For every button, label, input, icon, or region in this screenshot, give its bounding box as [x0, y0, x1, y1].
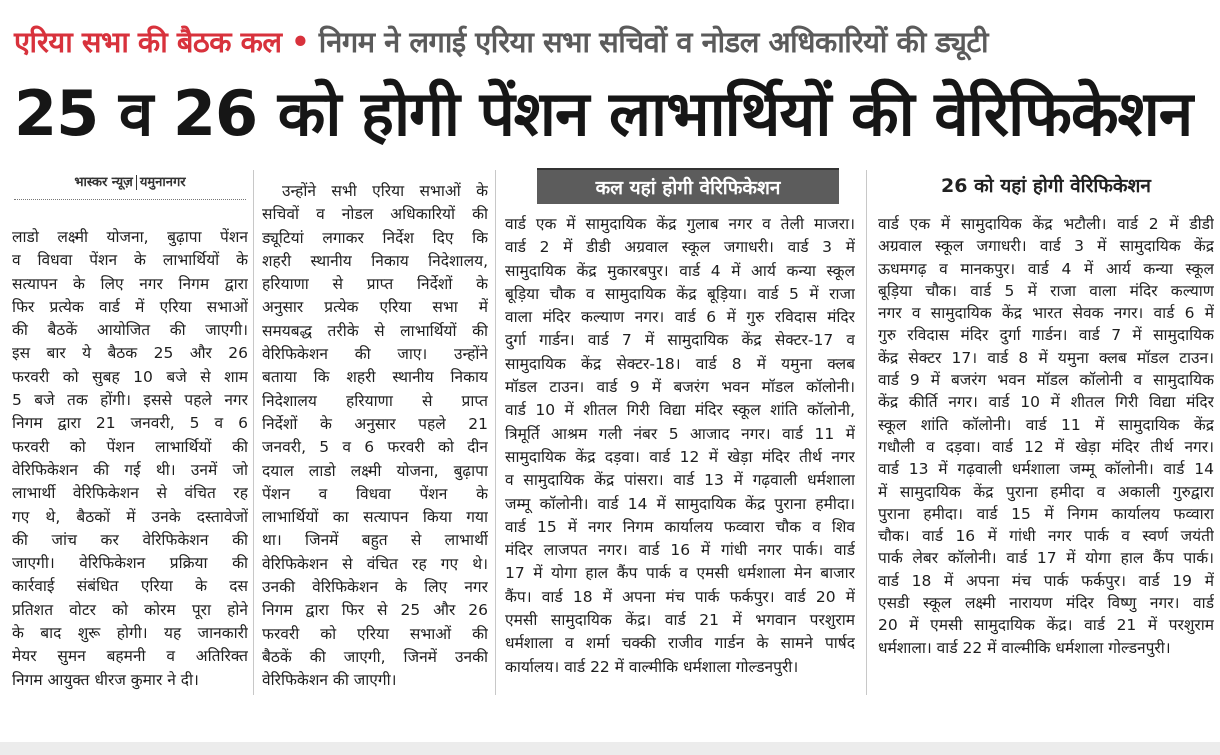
text-line: कार्यालय। वार्ड 22 में वाल्मीकि धर्मशाला गोल्डनपुरी।	[505, 657, 799, 676]
text-line: पार्क लेबर कॉलोनी। वार्ड 17 में योगा हाल कैंप पार्क।	[878, 549, 1214, 568]
text-line: था। जिनमें बहुत से लाभार्थी	[262, 531, 488, 550]
text-line: सामुदायिक केंद्र सेक्टर-18। वार्ड 8 में यमुना क्लब	[505, 354, 855, 373]
text-line: वेरिफिकेशन से वंचित रह गए थे।	[262, 554, 488, 573]
text-line: प्रतिशत वोटर को कोरम पूरा होने	[12, 600, 248, 619]
column-divider	[495, 170, 496, 695]
text-line: जाएगी। वेरिफिकेशन प्रक्रिया की	[12, 554, 248, 573]
kicker-red-text: एरिया सभा की बैठक कल •	[14, 25, 310, 59]
kicker-gray-text: निगम ने लगाई एरिया सभा सचिवों व नोडल अधिकारियों की ड्यूटी	[318, 25, 989, 59]
text-line: हरियाणा से प्राप्त निर्देशों के	[262, 275, 488, 294]
article-column-2	[262, 180, 488, 693]
text-line: सामुदायिक केंद्र मुकारबपुर। वार्ड 4 में आर्य कन्या स्कूल	[505, 261, 855, 280]
tomorrow-venues-heading: कल यहां होगी वेरिफिकेशन	[537, 168, 839, 204]
text-line: एसडी स्कूल लक्ष्मी नारायण मंदिर विष्णु नगर। वार्ड	[878, 594, 1214, 613]
text-line: की जांच कर वेरिफिकेशन की	[12, 530, 248, 549]
text-line: समयबद्ध तरीके से लाभार्थियों की	[262, 321, 488, 340]
text-line: धर्मशाला। वार्ड 22 में वाल्मीकि धर्मशाला गोल्डनपुरी।	[878, 638, 1171, 657]
text-line: वाला मंदिर कल्याण नगर। वार्ड 6 में गुरु रविदास मंदिर	[505, 308, 855, 327]
tomorrow-venues-list	[505, 213, 855, 679]
headline: 25 व 26 को होगी पेंशन लाभार्थियों की वेरिफिकेशन	[14, 77, 1193, 150]
byline	[12, 172, 248, 190]
text-line: चौक। वार्ड 16 में गांधी नगर पार्क व स्वर्ण जयंती	[878, 527, 1214, 546]
text-line: व विधवा पेंशन के लाभार्थियों के	[12, 251, 248, 270]
text-line: एमसी सामुदायिक केंद्र। वार्ड 21 में भगवान परशुराम	[505, 611, 855, 630]
text-line: निर्देशों के अनुसार पहले 21	[262, 414, 488, 433]
text-line: निगम द्वारा फिर से 25 और 26	[262, 601, 488, 620]
text-line: पुराना हमीदा। वार्ड 15 में निगम कार्यालय फव्वारा	[878, 504, 1214, 523]
text-line: ऊधमगढ़ व मानकपुर। वार्ड 4 में आर्य कन्या स्कूल	[878, 259, 1214, 278]
text-line: निगम आयुक्त धीरज कुमार ने दी।	[12, 670, 199, 689]
text-line: फरवरी को सुबह 10 बजे से शाम	[12, 367, 248, 386]
text-line: वार्ड 2 में डीडी अग्रवाल स्कूल जगाधरी। वार्ड 3 में	[505, 238, 855, 257]
text-line: पेंशन व विधवा पेंशन के	[262, 484, 488, 503]
text-line: वार्ड 9 में बजरंग भवन मॉडल कॉलोनी व सामुदायिक	[878, 371, 1214, 390]
text-line: त्रिमूर्ति आश्रम गली नंबर 5 आजाद नगर। वार्ड 11 में	[505, 424, 855, 443]
text-line: स्कूल शांति कॉलोनी। वार्ड 11 में सामुदायिक केंद्र	[878, 415, 1214, 434]
text-line: इस बार ये बैठक 25 और 26	[12, 344, 248, 363]
text-line: बूड़िया चौक। वार्ड 5 में राजा वाला मंदिर कल्याण	[878, 281, 1214, 300]
text-line: मेयर सुमन बहमनी व अतिरिक्त	[12, 647, 248, 666]
text-line: कार्रवाई संबंधित एरिया के दस	[12, 577, 248, 596]
text-line: गुरु रविदास मंदिर दुर्गा गार्डन। वार्ड 7 में सामुदायिक	[878, 326, 1214, 345]
byline-separator	[136, 175, 137, 190]
text-line: धर्मशाला व शर्मा चक्की राजीव गार्डन के सामने पार्षद	[505, 634, 855, 653]
page-footer-strip	[0, 742, 1220, 755]
text-line: बूड़िया चौक व सामुदायिक केंद्र बूड़िया। वार्ड 5 में राजा	[505, 284, 855, 303]
day26-venues-heading: 26 को यहां होगी वेरिफिकेशन	[941, 175, 1151, 197]
text-line: मॉडल टाउन। वार्ड 9 में बजरंग भवन मॉडल कॉलोनी।	[505, 378, 855, 397]
text-line: केंद्र कीर्ति नगर। वार्ड 10 में शीतल गिरी विद्या मंदिर	[878, 393, 1214, 412]
text-line: व सामुदायिक केंद्र पांसरा। वार्ड 13 में गढ़वाली धर्मशाला	[505, 471, 855, 490]
text-line: 17 में योगा हाल कैंप पार्क व एमसी धर्मशाला मेन बाजार	[505, 564, 855, 583]
text-line: 20 में एमसी सामुदायिक केंद्र। वार्ड 21 में परशुराम	[878, 616, 1214, 635]
text-line: अनुसार प्रत्येक एरिया सभा में	[262, 298, 488, 317]
text-line: फरवरी को पेंशन लाभार्थियों की	[12, 437, 248, 456]
text-line: की बैठकें आयोजित की जाएगी।	[12, 321, 248, 340]
text-line: सामुदायिक केंद्र दड़वा। वार्ड 12 में खेड़ा मंदिर तीर्थ नगर	[505, 447, 855, 466]
article-column-1	[12, 226, 248, 692]
text-line: वार्ड 10 में शीतल गिरी विद्या मंदिर स्कूल शांति कॉलोनी,	[505, 401, 855, 420]
text-line: दयाल लाडो लक्ष्मी योजना, बुढ़ापा	[262, 461, 488, 480]
text-line: उन्होंने सभी एरिया सभाओं के	[282, 182, 488, 200]
byline-place: यमुनानगर	[139, 175, 186, 190]
text-line: वेरिफिकेशन की जाएगी।	[262, 671, 397, 690]
text-line: वार्ड एक में सामुदायिक केंद्र गुलाब नगर व तेली माजरा।	[505, 215, 855, 233]
text-line: गए थे, बैठकों में उनके दस्तावेजों	[12, 507, 248, 526]
text-line: फिर प्रत्येक वार्ड में एरिया सभाओं	[12, 297, 248, 316]
text-line: निगम द्वारा 21 जनवरी, 5 व 6	[12, 414, 248, 433]
text-line: वेरिफिकेशन की जाए। उन्होंने	[262, 345, 488, 364]
day26-venues-list	[878, 213, 1214, 659]
text-line: 5 बजे तक होंगी। इससे पहले नगर	[12, 391, 248, 410]
text-line: नगर व सामुदायिक केंद्र भारत सेवक नगर। वार्ड 6 में	[878, 304, 1214, 323]
text-line: कैंप। वार्ड 18 में अपना मंच पार्क फर्कपुर। वार्ड 20 में	[505, 587, 855, 606]
text-line: बैठकें की जाएगी, जिनमें उनकी	[262, 647, 488, 666]
text-line: वेरिफिकेशन की गई थी। उनमें जो	[12, 460, 248, 479]
text-line: सत्यापन के लिए नगर निगम द्वारा	[12, 274, 248, 293]
text-line: वार्ड 15 में नगर निगम कार्यालय फव्वारा चौक व शिव	[505, 517, 855, 536]
text-line: जम्मू कॉलोनी। वार्ड 14 में सामुदायिक केंद्र पुराना हमीदा।	[505, 494, 855, 513]
text-line: फरवरी को एरिया सभाओं की	[262, 624, 488, 643]
text-line: वार्ड 18 में अपना मंच पार्क फर्कपुर। वार्ड 19 में	[878, 571, 1214, 590]
text-line: लाभार्थियों का सत्यापन किया गया	[262, 508, 488, 527]
column-divider	[253, 170, 254, 695]
text-line: ड्यूटियां लगाकर निर्देश दिए कि	[262, 228, 488, 247]
text-line: लाभार्थी वेरिफिकेशन से वंचित रह	[12, 484, 248, 503]
kicker	[14, 22, 988, 61]
text-line: सचिवों व नोडल अधिकारियों की	[262, 205, 488, 224]
text-line: मंदिर लाजपत नगर। वार्ड 16 में गांधी नगर पार्क। वार्ड	[505, 541, 855, 560]
byline-rule	[14, 199, 246, 200]
text-line: गधौली व दड़वा। वार्ड 12 में खेड़ा मंदिर तीर्थ नगर।	[878, 437, 1214, 456]
text-line: दुर्गा गार्डन। वार्ड 7 में सामुदायिक केंद्र सेक्टर-17 व	[505, 331, 855, 350]
text-line: के बाद शुरू होगी। यह जानकारी	[12, 624, 248, 643]
text-line: वार्ड 13 में गढ़वाली धर्मशाला जम्मू कॉलोनी। वार्ड 14	[878, 460, 1214, 479]
text-line: केंद्र सेक्टर 17। वार्ड 8 में यमुना क्लब मॉडल टाउन।	[878, 348, 1214, 367]
text-line: बताया कि शहरी स्थानीय निकाय	[262, 368, 488, 387]
text-line: शहरी स्थानीय निकाय निदेशालय,	[262, 251, 488, 270]
text-line: जनवरी, 5 व 6 फरवरी को दीन	[262, 438, 488, 457]
text-line: निदेशालय हरियाणा से प्राप्त	[262, 391, 488, 410]
column-divider	[866, 170, 867, 695]
text-line: लाडो लक्ष्मी योजना, बुढ़ापा पेंशन	[12, 228, 248, 246]
text-line: उनकी वेरिफिकेशन के लिए नगर	[262, 578, 488, 597]
text-line: अग्रवाल स्कूल जगाधरी। वार्ड 3 में सामुदायिक केंद्र	[878, 237, 1214, 256]
text-line: में सामुदायिक केंद्र पुराना हमीदा व अकाली गुरुद्वारा	[878, 482, 1214, 501]
byline-source: भास्कर न्यूज़	[74, 175, 133, 190]
text-line: वार्ड एक में सामुदायिक केंद्र भटौली। वार्ड 2 में डीडी	[878, 215, 1214, 233]
